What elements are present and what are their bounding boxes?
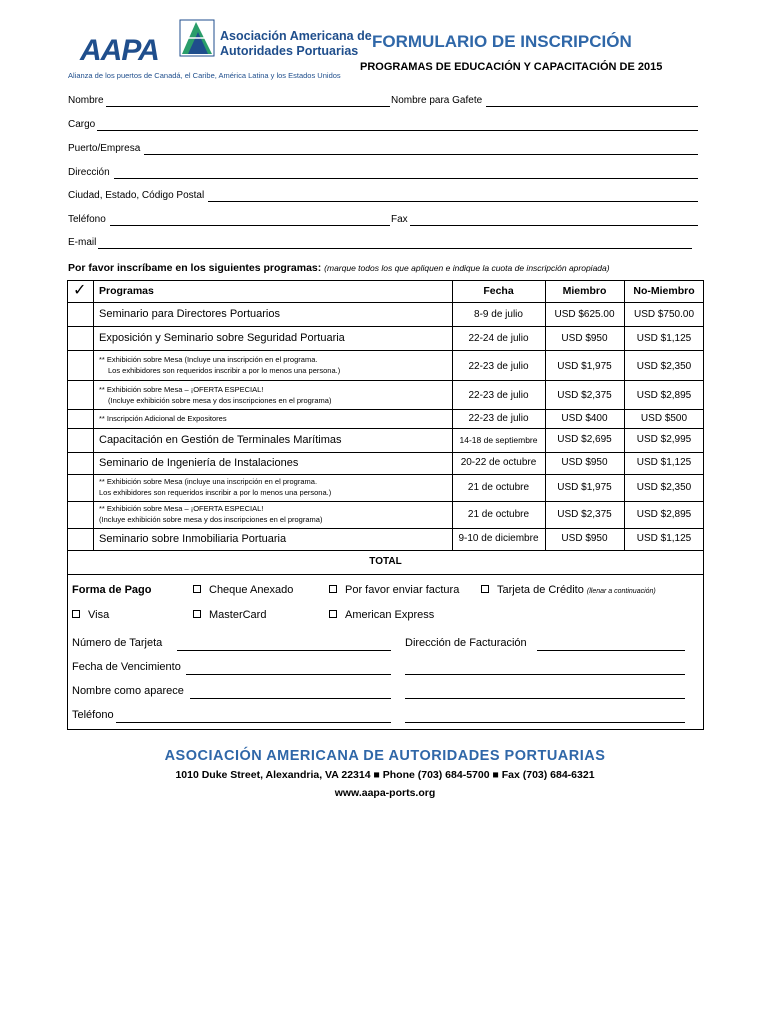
ciudad-label: Ciudad, Estado, Código Postal <box>68 190 205 201</box>
name-on-card-field[interactable] <box>190 698 391 699</box>
total-label: TOTAL <box>369 556 402 567</box>
amex-label: American Express <box>345 609 435 621</box>
program-date: 8-9 de julio <box>474 309 523 320</box>
program-member-fee: USD $625.00 <box>554 309 615 320</box>
form-title: FORMULARIO DE INSCRIPCIÓN <box>372 32 632 51</box>
row-checkbox[interactable] <box>68 351 93 380</box>
cargo-label: Cargo <box>68 119 96 130</box>
program-nonmember-fee: USD $2,350 <box>636 482 692 493</box>
mastercard-option[interactable] <box>193 609 266 621</box>
footer-website[interactable]: www.aapa-ports.org <box>334 787 436 799</box>
program-nonmember-fee: USD $1,125 <box>636 457 692 468</box>
direccion-field[interactable] <box>114 178 698 179</box>
program-member-fee: USD $1,975 <box>557 361 612 372</box>
program-nonmember-fee: USD $1,125 <box>636 333 692 344</box>
invoice-label: Por favor enviar factura <box>345 584 460 596</box>
cargo-field[interactable] <box>97 130 698 131</box>
program-date: 22-24 de julio <box>468 333 529 344</box>
puerto-field[interactable] <box>144 154 698 155</box>
programs-heading-note: (marque todos los que apliquen e indique la cuota de inscripción apropiada) <box>324 263 610 273</box>
program-subitem-line1: ** Exhibición sobre Mesa – ¡OFERTA ESPECIAL! <box>99 385 264 394</box>
row-checkbox[interactable] <box>68 410 93 428</box>
billing-address-field[interactable] <box>537 650 685 651</box>
ciudad-field[interactable] <box>208 201 698 202</box>
cheque-label: Cheque Anexado <box>209 584 294 596</box>
program-subitem-line1: ** Exhibición sobre Mesa (incluye una inscripción en el programa. <box>99 477 318 486</box>
col-nomiembro: No-Miembro <box>633 285 695 297</box>
org-tagline: Alianza de los puertos de Canadá, el Caribe, América Latina y los Estados Unidos <box>68 71 341 80</box>
program-nonmember-fee: USD $2,895 <box>636 390 692 401</box>
program-member-fee: USD $2,695 <box>557 434 612 445</box>
org-name-line2: Autoridades Portuarias <box>220 44 359 58</box>
payment-box <box>67 575 704 730</box>
expiration-field[interactable] <box>186 674 391 675</box>
aapa-logo-mark <box>178 18 216 58</box>
mastercard-label: MasterCard <box>209 609 267 621</box>
programs-heading <box>68 262 610 274</box>
program-date: 9-10 de diciembre <box>458 533 539 544</box>
payment-phone-field[interactable] <box>116 722 391 723</box>
col-programas: Programas <box>99 285 154 297</box>
checkbox-icon <box>193 610 201 618</box>
checkbox-icon <box>72 610 80 618</box>
row-checkbox[interactable] <box>68 303 93 326</box>
program-subitem-line2: (Incluye exhibición sobre mesa y dos inscripciones en el programa) <box>108 396 332 405</box>
program-member-fee: USD $2,375 <box>557 509 612 520</box>
payment-phone-label: Teléfono <box>72 709 114 721</box>
program-subitem-line1: ** Exhibición sobre Mesa – ¡OFERTA ESPECIAL! <box>99 504 264 513</box>
program-subitem-line1: ** Exhibición sobre Mesa (Incluye una inscripción en el programa. <box>99 355 318 364</box>
program-member-fee: USD $950 <box>561 457 608 468</box>
program-date: 22-23 de julio <box>468 413 529 424</box>
program-nonmember-fee: USD $2,350 <box>636 361 692 372</box>
program-date: 20-22 de octubre <box>460 457 537 468</box>
program-nonmember-fee: USD $2,995 <box>636 434 692 445</box>
billing-address-field-3[interactable] <box>405 698 685 699</box>
row-checkbox[interactable] <box>68 453 93 474</box>
row-checkbox[interactable] <box>68 529 93 550</box>
row-checkbox[interactable] <box>68 475 93 501</box>
form-subtitle: PROGRAMAS DE EDUCACIÓN Y CAPACITACIÓN DE 2015 <box>360 61 663 73</box>
checkbox-icon <box>329 610 337 618</box>
program-name: Seminario de Ingeniería de Instalaciones <box>99 457 299 469</box>
payment-label: Forma de Pago <box>72 584 152 596</box>
cheque-option[interactable] <box>193 584 293 596</box>
program-nonmember-fee: USD $1,125 <box>636 533 692 544</box>
footer-org-name: ASOCIACIÓN AMERICANA DE AUTORIDADES PORTUARIAS <box>164 748 606 764</box>
program-name: Exposición y Seminario sobre Seguridad Portuaria <box>99 332 345 344</box>
credit-card-option[interactable] <box>481 584 656 596</box>
program-name: Seminario sobre Inmobiliaria Portuaria <box>99 533 287 545</box>
footer-address: 1010 Duke Street, Alexandria, VA 22314 ■ Phone (703) 684-5700 ■ Fax (703) 684-6321 <box>175 769 595 781</box>
email-label: E-mail <box>68 237 97 248</box>
aapa-logo-text: AAPA <box>80 34 159 67</box>
puerto-label: Puerto/Empresa <box>68 143 141 154</box>
checkbox-icon <box>329 585 337 593</box>
check-column-icon: ✓ <box>73 282 87 299</box>
nombre-field[interactable] <box>106 106 390 107</box>
checkbox-icon <box>193 585 201 593</box>
fax-label: Fax <box>391 214 408 225</box>
checkbox-icon <box>481 585 489 593</box>
program-name: Capacitación en Gestión de Terminales Marítimas <box>99 434 342 446</box>
program-date: 21 de octubre <box>467 509 530 520</box>
row-checkbox[interactable] <box>68 502 93 528</box>
row-checkbox[interactable] <box>68 429 93 452</box>
visa-option[interactable] <box>72 609 109 621</box>
gafete-label: Nombre para Gafete <box>391 95 483 106</box>
program-date: 21 de octubre <box>467 482 530 493</box>
credit-card-label: Tarjeta de Crédito <box>497 584 584 596</box>
card-number-field[interactable] <box>177 650 391 651</box>
program-member-fee: USD $1,975 <box>557 482 612 493</box>
telefono-field[interactable] <box>110 225 390 226</box>
expiration-label: Fecha de Vencimiento <box>72 661 181 673</box>
program-subitem-line2: Los exhibidores son requeridos inscribir a por lo menos una persona.) <box>99 488 332 497</box>
fax-field[interactable] <box>410 225 698 226</box>
amex-option[interactable] <box>329 609 434 621</box>
program-member-fee: USD $950 <box>561 533 608 544</box>
visa-label: Visa <box>88 609 110 621</box>
billing-address-label: Dirección de Facturación <box>405 637 527 649</box>
program-nonmember-fee: USD $500 <box>640 413 688 424</box>
program-date: 22-23 de julio <box>468 390 529 401</box>
direccion-label: Dirección <box>68 167 110 178</box>
programs-heading-text: Por favor inscríbame en los siguientes programas: <box>68 262 322 274</box>
program-member-fee: USD $2,375 <box>557 390 612 401</box>
billing-address-field-4[interactable] <box>405 722 685 723</box>
name-on-card-label: Nombre como aparece <box>72 685 184 697</box>
program-member-fee: USD $950 <box>561 333 608 344</box>
row-checkbox[interactable] <box>68 327 93 350</box>
program-nonmember-fee: USD $2,895 <box>636 509 692 520</box>
program-date: 14-18 de septiembre <box>459 435 538 445</box>
telefono-label: Teléfono <box>68 214 106 225</box>
card-number-label: Número de Tarjeta <box>72 637 163 649</box>
gafete-field[interactable] <box>486 106 698 107</box>
nombre-label: Nombre <box>68 95 104 106</box>
col-miembro: Miembro <box>562 285 607 297</box>
program-date: 22-23 de julio <box>468 361 529 372</box>
program-subitem-line1: ** Inscripción Adicional de Expositores <box>99 414 227 423</box>
row-checkbox[interactable] <box>68 381 93 409</box>
org-name-line1: Asociación Americana de <box>220 29 372 43</box>
email-field[interactable] <box>98 248 692 249</box>
program-nonmember-fee: USD $750.00 <box>633 309 695 320</box>
invoice-option[interactable] <box>329 584 459 596</box>
program-member-fee: USD $400 <box>561 413 608 424</box>
col-fecha: Fecha <box>483 285 514 297</box>
program-subitem-line2: Los exhibidores son requeridos inscribir a por lo menos una persona.) <box>108 366 341 375</box>
billing-address-field-2[interactable] <box>405 674 685 675</box>
credit-card-note: (llenar a continuación) <box>586 588 656 595</box>
program-subitem-line2: (Incluye exhibición sobre mesa y dos inscripciones en el programa) <box>99 515 323 524</box>
program-name: Seminario para Directores Portuarios <box>99 308 280 320</box>
